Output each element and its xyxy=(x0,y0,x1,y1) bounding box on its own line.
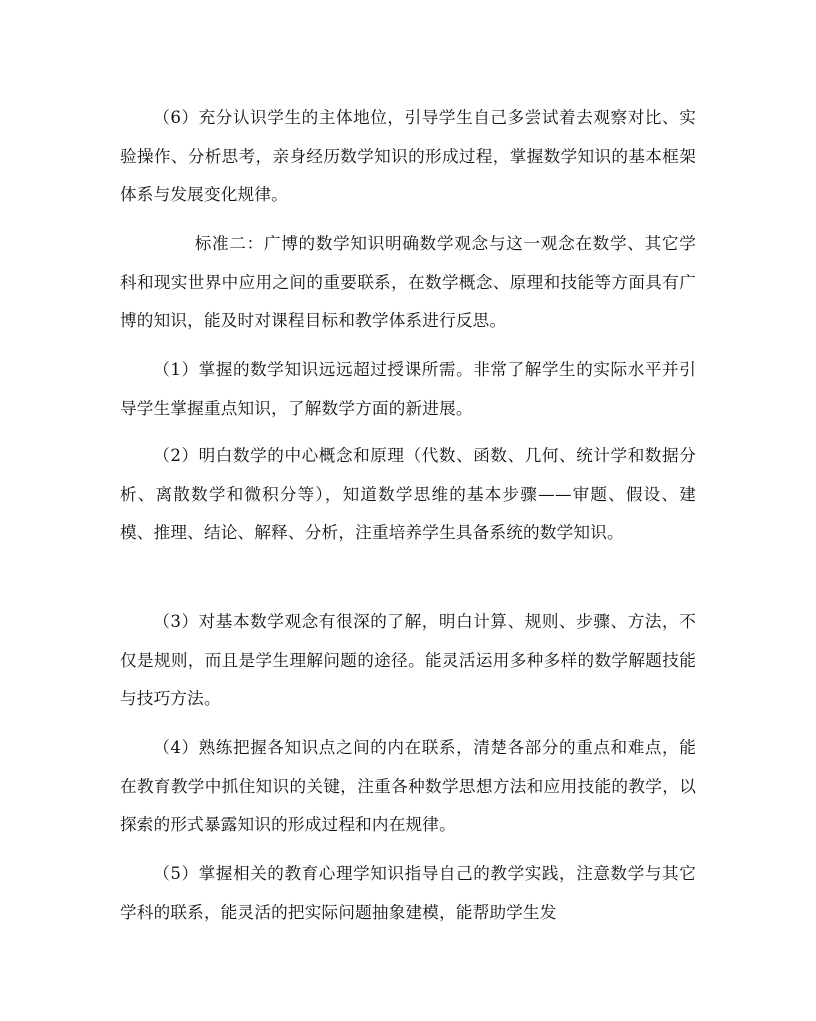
paragraph-item-1: （1）掌握的数学知识远远超过授课所需。非常了解学生的实际水平并引导学生掌握重点知识，了解数学方面的新进展。 xyxy=(120,360,696,418)
paragraph-item-5: （5）掌握相关的教育心理学知识指导自己的教学实践，注意数学与其它学科的联系，能灵活的把实际问题抽象建模，能帮助学生发 xyxy=(120,864,696,922)
paragraph-standard-two: 标准二：广博的数学知识明确数学观念与这一观念在数学、其它学科和现实世界中应用之间的重要联系，在数学概念、原理和技能等方面具有广博的知识，能及时对课程目标和教学体系进行反思。 xyxy=(120,234,696,331)
paragraph-item-3: （3）对基本数学观念有很深的了解，明白计算、规则、步骤、方法，不仅是规则，而且是学生理解问题的途径。能灵活运用多种多样的数学解题技能与技巧方法。 xyxy=(120,612,696,709)
paragraph-item-6: （6）充分认识学生的主体地位，引导学生自己多尝试着去观察对比、实验操作、分析思考，亲身经历数学知识的形成过程，掌握数学知识的基本框架体系与发展变化规律。 xyxy=(120,108,696,205)
paragraph-item-2: （2）明白数学的中心概念和原理（代数、函数、几何、统计学和数据分析、离散数学和微积分等），知道数学思维的基本步骤——审题、假设、建模、推理、结论、解释、分析，注重培养学生具备系统的数学知识。 xyxy=(120,446,696,543)
paragraph-item-4: （4）熟练把握各知识点之间的内在联系，清楚各部分的重点和难点，能在教育教学中抓住知识的关键，注重各种数学思想方法和应用技能的教学，以探索的形式暴露知识的形成过程和内在规律。 xyxy=(120,738,696,835)
